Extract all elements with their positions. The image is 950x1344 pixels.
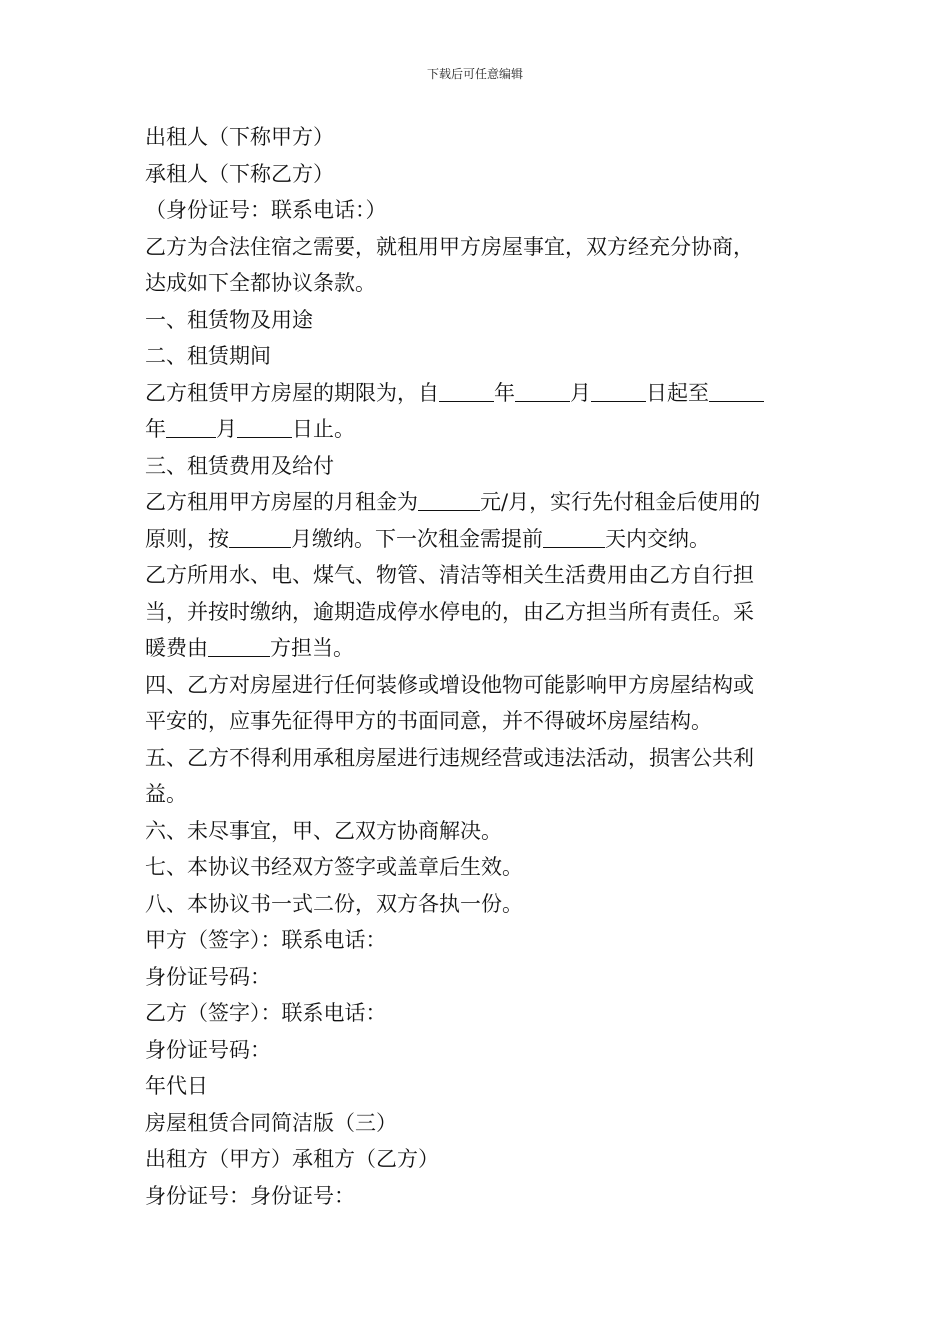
start-month-blank[interactable] (515, 380, 570, 402)
utilities-line-2: 当，并按时缴纳，逾期造成停水停电的，由乙方担当所有责任。采 (145, 599, 754, 624)
heating-line (145, 630, 809, 667)
contract-3-ids: 身份证号：身份证号： (145, 1183, 355, 1208)
year-label: 年 (494, 380, 515, 405)
lease-term-line-2 (145, 411, 809, 448)
heating-bear-text: 方担当。 (270, 636, 354, 660)
party-a-signature: 甲方（签字）：联系电话： (145, 928, 387, 952)
end-year-blank[interactable] (709, 380, 764, 402)
contract-3-parties: 出租方（甲方）承租方（乙方） (145, 1147, 439, 1171)
id-contact-line: （身份证号：联系电话：） (145, 198, 387, 222)
rent-line-2 (145, 521, 809, 558)
party-b-signature: 乙方（签字）：联系电话： (145, 1001, 387, 1025)
heating-party-blank[interactable] (208, 635, 270, 657)
lease-term-text: 乙方租赁甲方房屋的期限为，自 (145, 380, 439, 405)
rent-text: 乙方租用甲方房屋的月租金为 (145, 490, 418, 514)
section-6: 六、未尽事宜，甲、乙双方协商解决。 (145, 818, 502, 843)
start-day-blank[interactable] (591, 380, 646, 402)
section-5-line-1: 五、乙方不得利用承租房屋进行违规经营或违法活动，损害公共利 (145, 745, 754, 770)
page-header-note: 下载后可任意编辑 (426, 67, 523, 81)
section-4-line-2: 平安的，应事先征得甲方的书面同意，并不得破坏房屋结构。 (145, 709, 712, 733)
party-a-id: 身份证号码： (145, 964, 271, 989)
month-label: 月 (216, 417, 237, 441)
year-label: 年 (145, 417, 166, 441)
heating-text: 暖费由 (145, 636, 208, 660)
monthly-rent-blank[interactable] (418, 489, 480, 511)
section-4-line-1: 四、乙方对房屋进行任何装修或增设他物可能影响甲方房屋结构或 (145, 672, 754, 697)
contract-body (145, 119, 809, 1214)
start-year-blank[interactable] (439, 380, 494, 402)
day-from-to-label: 日起至 (646, 380, 709, 405)
rent-line-1 (145, 484, 809, 521)
section-3-heading: 三、租赁费用及给付 (145, 453, 334, 478)
lease-term-line-1 (145, 375, 809, 412)
lessor-line: 出租人（下称甲方） (145, 125, 334, 149)
advance-days-blank[interactable] (543, 526, 605, 548)
utilities-line-1: 乙方所用水、电、煤气、物管、清洁等相关生活费用由乙方自行担 (145, 563, 754, 587)
rent-unit-text: 元/月，实行先付租金后使用的 (480, 490, 761, 514)
end-month-blank[interactable] (166, 416, 216, 438)
day-end-label: 日止。 (292, 417, 355, 441)
lessee-line: 承租人（下称乙方） (145, 161, 334, 186)
section-5-line-2: 益。 (145, 782, 187, 806)
contract-3-title: 房屋租赁合同简洁版（三） (145, 1110, 397, 1135)
preamble-line-2: 达成如下全都协议条款。 (145, 271, 376, 295)
section-7: 七、本协议书经双方签字或盖章后生效。 (145, 855, 523, 879)
section-1-heading: 一、租赁物及用途 (145, 307, 313, 332)
days-pay-text: 天内交纳。 (605, 526, 710, 551)
section-8: 八、本协议书一式二份，双方各执一份。 (145, 891, 523, 916)
party-b-id: 身份证号码： (145, 1037, 271, 1062)
preamble-line-1: 乙方为合法住宿之需要，就租用甲方房屋事宜，双方经充分协商， (145, 234, 754, 259)
end-day-blank[interactable] (237, 416, 292, 438)
advance-text: 月缴纳。下一次租金需提前 (291, 526, 543, 551)
section-2-heading: 二、租赁期间 (145, 344, 271, 368)
payment-months-blank[interactable] (229, 526, 291, 548)
payment-principle-text: 原则，按 (145, 526, 229, 551)
date-line: 年代日 (145, 1074, 208, 1098)
month-label: 月 (570, 380, 591, 405)
